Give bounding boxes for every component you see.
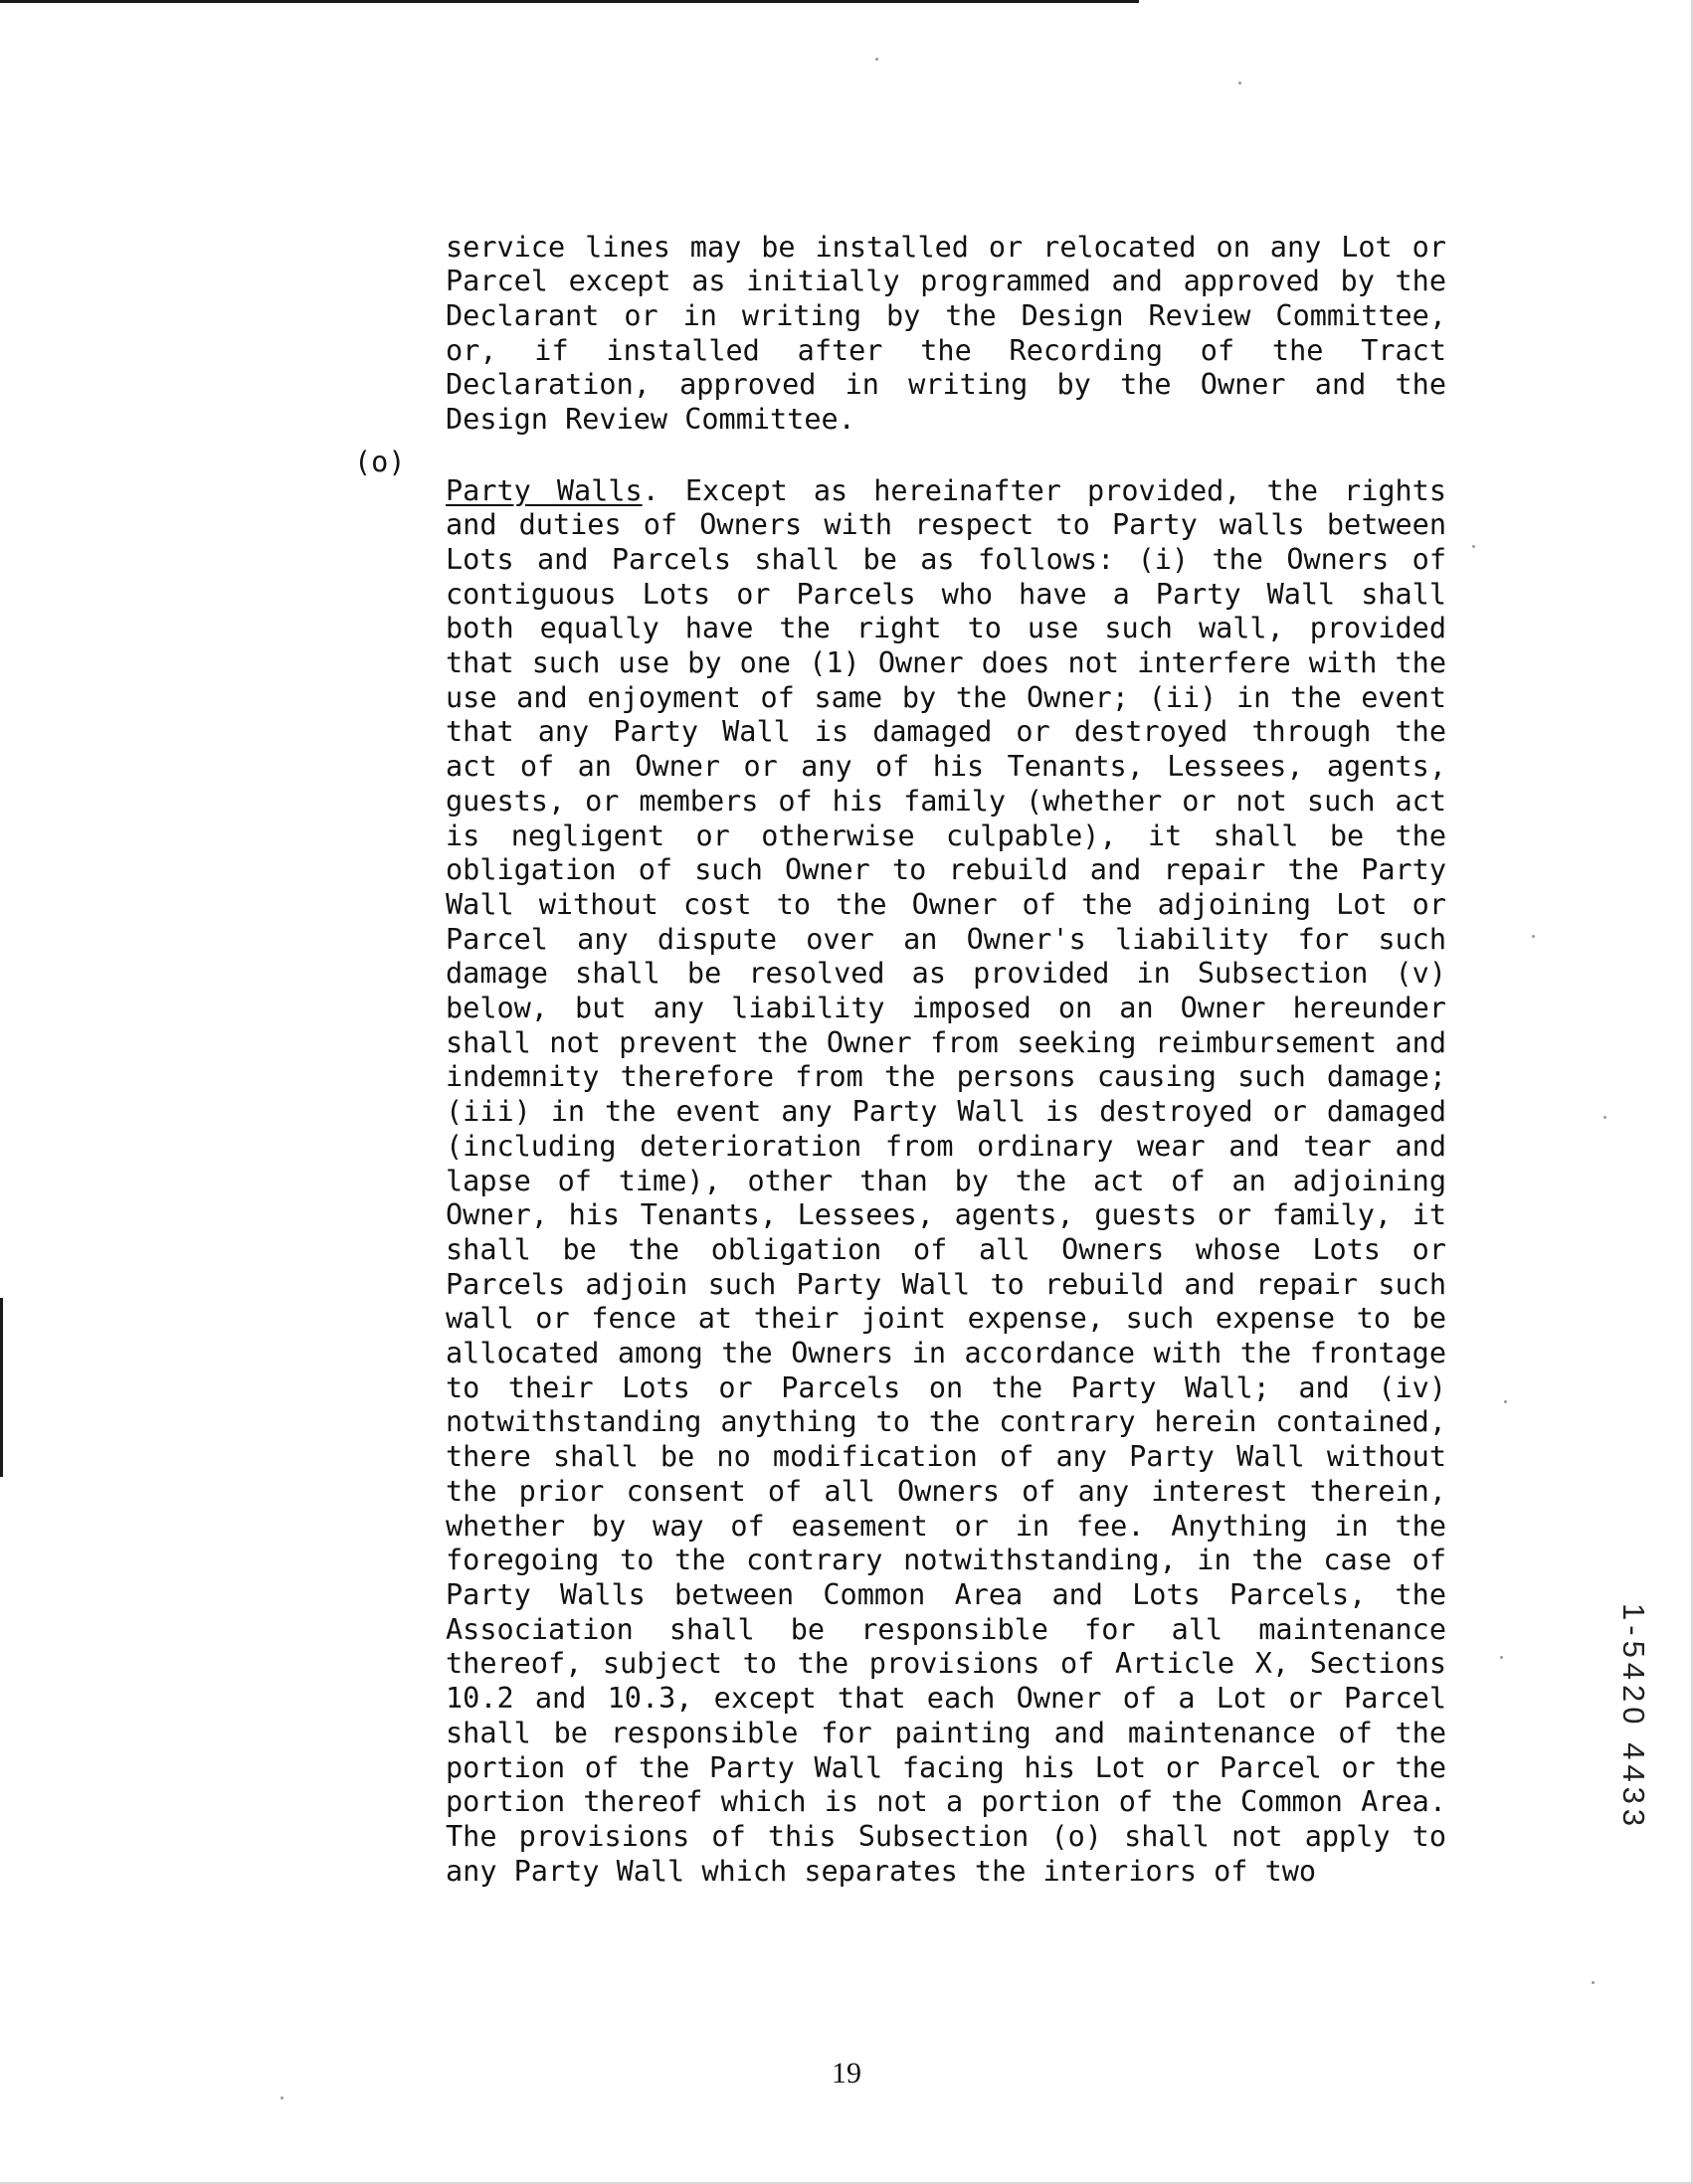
section-o-heading: Party Walls [446,473,643,507]
scan-speck [1472,545,1475,548]
scan-top-rule [0,0,1139,3]
scan-left-edge-mark [0,1298,3,1477]
scan-speck [875,58,878,61]
scan-speck [1603,1116,1606,1119]
section-o-paragraph [446,474,1446,1890]
side-recording-number: 1-5420 4433 [1616,1603,1651,1832]
intro-paragraph: service lines may be installed or relocated on any Lot or Parcel except as initially programmed and approved by the Declarant or in writing by the Design Review Committee, or, if installed after the Recording of the Tract Declaration, approved in writing by the Owner and the Design Review Committee. [446,230,1446,437]
section-o-label: (o) [354,446,406,478]
section-o-body: . Except as hereinafter provided, the rights and duties of Owners with respect to Party walls between Lots and Parcels shall be as follows: (i) the Owners of contiguous Lots or Parcels who have a Party Wall shall both equally have the right to use such wall, provided that such use by one (1) Owner does not interfere with the use and enjoyment of same by the Owner; (ii) in the event that any Party Wall is damaged or destroyed through the act of an Owner or any of his Tenants, Lessees, agents, guests, or members of his family (whether or not such act is negligent or otherwise culpable), it shall be the obligation of such Owner to rebuild and repair the Party Wall without cost to the Owner of the adjoining Lot or Parcel any dispute over an Owner's liability for such damage shall be resolved as provided in Subsection (v) below, but any liability imposed on an Owner hereunder shall not prevent the Owner from seeking reimbursement and indemnity therefore from the persons causing such damage; (iii) in the event any Party Wall is destroyed or damaged (including deterioration from ordinary wear and tear and lapse of time), other than by the act of an adjoining Owner, his Tenants, Lessees, agents, guests or family, it shall be the obligation of all Owners whose Lots or Parcels adjoin such Party Wall to rebuild and repair such wall or fence at their joint expense, such expense to be allocated among the Owners in accordance with the frontage to their Lots or Parcels on the Party Wall; and (iv) notwithstanding anything to the contrary herein contained, there shall be no modification of any Party Wall without the prior consent of all Owners of any interest therein, whether by way of easement or in fee. Anything in the foregoing to the contrary notwithstanding, in the case of Party Walls between Common Area and Lots Parcels, the Association shall be responsible for all maintenance thereof, subject to the provisions of Article X, Sections 10.2 and 10.3, except that each Owner of a Lot or Parcel shall be responsible for painting and maintenance of the portion of the Party Wall facing his Lot or Parcel or the portion thereof which is not a portion of the Common Area. The provisions of this Subsection (o) shall not apply to any Party Wall which separates the interiors of two [446,473,1446,1888]
scan-speck [281,2096,283,2099]
scan-speck [1238,82,1241,85]
scan-speck [1500,1656,1503,1659]
scan-speck [1592,1981,1595,1984]
page-number: 19 [832,2057,861,2090]
scan-speck [1532,935,1535,938]
scan-speck [1504,1400,1507,1403]
